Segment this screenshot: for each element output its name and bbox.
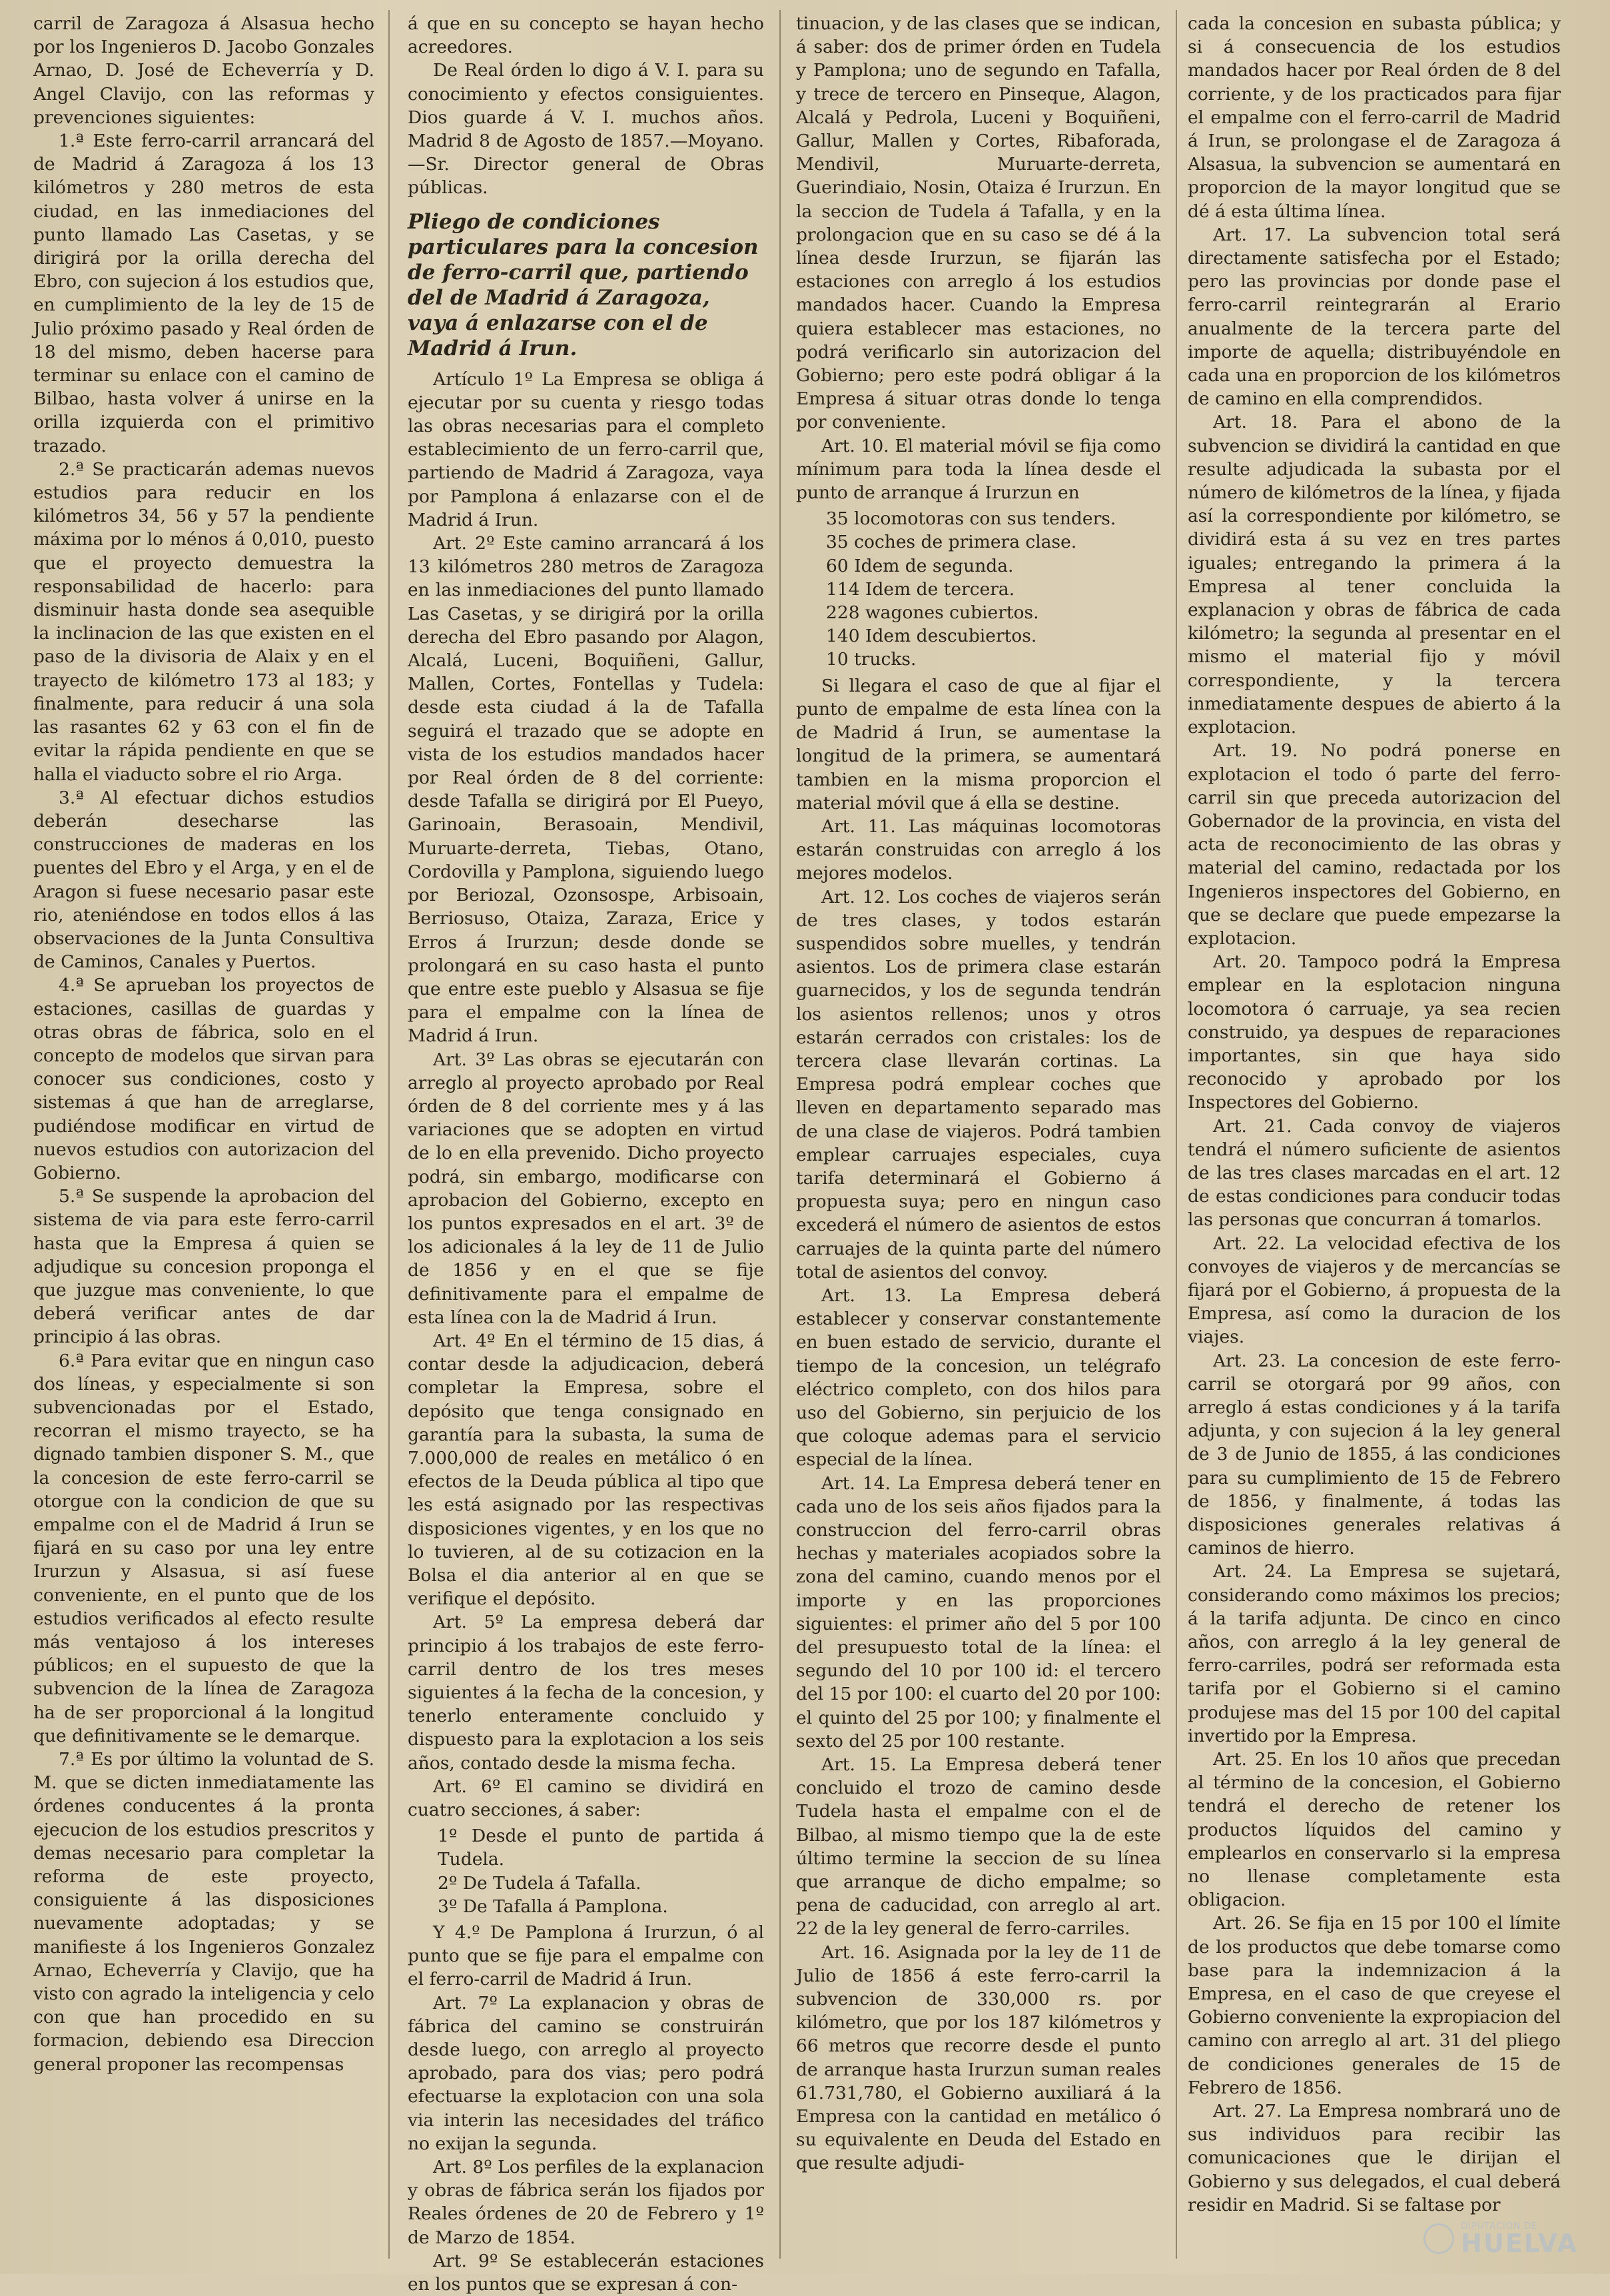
- watermark-small: DIPUTACIÓN DE: [1461, 2221, 1538, 2231]
- article: Art. 25. En los 10 años que precedan al término de la concesion, el Gobierno tendrá el derecho de retener los productos líquidos del camino y emplearlos en conservarlo si la empresa no llenase completamente esta obligacion.: [1188, 1749, 1561, 1911]
- list-item: 114 Idem de tercera.: [826, 578, 1015, 600]
- article: Art. 3º Las obras se ejecutarán con arreglo al proyecto aprobado por Real órden de 8 del corriente mes y á las variaciones que se adopten en virtud de lo en ella prevenido. Dicho proyecto podrá, sin embargo, modificarse con aprobacion del Gobierno, excepto en los puntos expresados en el art. 3º de los adicionales á la ley de 11 de Julio de 1856 y en el que se fije definitivamente para el empalme de esta línea con la de Madrid á Irun.: [408, 1049, 764, 1328]
- paragraph: 4.ª Se aprueban los proyectos de estaciones, casillas de guardas y otras obras de fábrica, solo en el concepto de modelos que sirvan para conocer sus condiciones, costo y sistemas á que han de arreglarse, pudiéndose modificar en virtud de nuevos estudios con autorizacion del Gobierno.: [33, 975, 374, 1183]
- article: Art. 27. La Empresa nombrará uno de sus individuos para recibir las comunicaciones que le dirijan el Gobierno y sus delegados, el cual deberá residir en Madrid. Si se faltase por: [1188, 2101, 1561, 2215]
- article: Art. 26. Se fija en 15 por 100 el límite de los productos que debe tomarse como base para la indemnizacion á la Empresa, en el caso de que creyese el Gobierno conveniente la expropiacion del camino con arreglo al art. 31 del pliego de condiciones generales de 15 de Febrero de 1856.: [1188, 1913, 1561, 2098]
- column-divider: [388, 10, 390, 2259]
- list-item: 2º De Tudela á Tafalla.: [438, 1872, 641, 1894]
- column-divider: [779, 10, 781, 2259]
- article: Art. 4º En el término de 15 dias, á contar desde la adjudicacion, deberá completar la Empresa, sobre el depósito que tenga consignado en garantía para la subasta, la suma de 7.000,000 de reales en metálico ó en efectos de la Deuda pública al tipo que les está asignado por las respectivas disposiciones vigentes, y en los que no lo tuvieren, al de su cotizacion en la Bolsa el dia anterior al en que se verifique el depósito.: [408, 1330, 764, 1610]
- article: Art. 24. La Empresa se sujetará, considerando como máximos los precios; á la tarifa adjunta. De cinco en cinco años, con arreglo á la ley general de ferro-carriles, podrá ser reformada esta tarifa por el Gobierno si el camino produjese mas del 15 por 100 del capital invertido por la Empresa.: [1188, 1561, 1561, 1746]
- paragraph: á que en su concepto se hayan hecho acreedores.: [408, 13, 764, 58]
- article: Art. 17. La subvencion total será directamente satisfecha por el Estado; pero las provincias por donde pase el ferro-carril reintegrarán al Erario anualmente de la tercera parte del importe de aquella; distribuyéndole en cada una en proporcion de los kilómetros de camino en ella comprendidos.: [1188, 224, 1561, 410]
- article: Art. 16. Asignada por la ley de 11 de Julio de 1856 á este ferro-carril la subvencion de 330,000 rs. por kilómetro, que por los 187 kilómetros y 66 metros que recorre desde el punto de arranque hasta Irurzun suman reales 61.731,780, el Gobierno auxiliará á la Empresa con la cantidad en metálico ó su equivalente en Deuda del Estado en que resulte adjudi-: [796, 1942, 1161, 2174]
- article: Art. 13. La Empresa deberá establecer y conservar constantemente en buen estado de servicio, durante el tiempo de la concesion, un telégrafo eléctrico completo, con dos hilos para uso del Gobierno, sin perjuicio de los que coloque ademas para el servicio especial de la línea.: [796, 1285, 1161, 1470]
- list-item: 60 Idem de segunda.: [826, 555, 1014, 576]
- article: Art. 10. El material móvil se fija como mínimum para toda la línea desde el punto de arranque á Irurzun en: [796, 435, 1161, 504]
- list-item: 1º Desde el punto de partida á Tudela.: [438, 1826, 764, 1870]
- paragraph: 2.ª Se practicarán ademas nuevos estudios para reducir en los kilómetros 34, 56 y 57 la pendiente máxima por lo ménos á 0,010, puesto que el proyecto demuestra la responsabilidad de hacerlo: para disminuir hasta donde sea asequible la inclinacion de las que existen en el paso de la divisoria de Alaix y en el trayecto de kilómetro 173 al 183; y finalmente, para reducir á una sola las rasantes 62 y 63 con el fin de evitar la rápida pendiente en que se halla el viaducto sobre el rio Arga.: [33, 458, 374, 785]
- list-item: 3º De Tafalla á Pamplona.: [438, 1896, 668, 1917]
- article: Art. 20. Tampoco podrá la Empresa emplear en la esplotacion ninguna locomotora ó carruaje, ya sea recien construido, ya despues de reparaciones importantes, sin que haya sido reconocido y aprobado por los Inspectores del Gobierno.: [1188, 951, 1561, 1113]
- article: Art. 19. No podrá ponerse en explotacion el todo ó parte del ferro-carril sin que preceda autorizacion del Gobernador de la provincia, en vista del acta de reconocimiento de las obras y material del camino, redactada por los Ingenieros inspectores del Gobierno, en que se declare que puede empezarse la explotacion.: [1188, 740, 1561, 949]
- column-divider: [1176, 10, 1177, 2259]
- article: Art. 5º La empresa deberá dar principio á los trabajos de este ferro-carril dentro de los tres meses siguientes á la fecha de la concesion, y tenerlo enteramente concluido y dispuesto para la explotacion a los seis años, contado desde la misma fecha.: [408, 1612, 764, 1774]
- article: Art. 6º El camino se dividirá en cuatro secciones, á saber:: [408, 1776, 764, 1821]
- column-2: [408, 12, 764, 2295]
- paragraph: tinuacion, y de las clases que se indican, á saber: dos de primer órden en Tudela y Pamplona; uno de segundo en Tafalla, y trece de tercero en Pinseque, Alagon, Alcalá y Pedrola, Luceni y Boquiñeni, Gallur, Mallen y Cortes, Ribaforada, Mendivil, Muruarte-derreta, Guerindiaio, Nosin, Otaiza é Irurzun. En la seccion de Tudela á Tafalla, y en la prolongacion que en su caso se dé á la línea desde Irurzun, se fijarán las estaciones con arreglo á los estudios mandados hacer. Cuando la Empresa quiera establecer mas estaciones, no podrá verificarlo sin autorizacion del Gobierno; pero este podrá obligar á la Empresa á situar otras donde lo tenga por conveniente.: [796, 13, 1161, 433]
- list-item: Y 4.º De Pamplona á Irurzun, ó al punto que se fije para el empalme con el ferro-carril de Madrid á Irun.: [408, 1922, 764, 1990]
- article: Art. 22. La velocidad efectiva de los convoyes de viajeros y de mercancías se fijará por el Gobierno, á propuesta de la Empresa, así como la duracion de los viajes.: [1188, 1233, 1561, 1348]
- seal-icon: [1423, 2223, 1454, 2254]
- article: Art. 2º Este camino arrancará á los 13 kilómetros 280 metros de Zaragoza en las inmediaciones del punto llamado Las Casetas, y se dirigirá por la orilla derecha del Ebro pasando por Alagon, Alcalá, Luceni, Boquiñeni, Gallur, Mallen, Cortes, Fontellas y Tudela: desde esta ciudad á la de Tafalla seguirá el trazado que se adopte en vista de los estudios mandados hacer por Real órden de 8 del corriente: desde Tafalla se dirigirá por El Pueyo, Garinoain, Berasoain, Mendivil, Muruarte-derreta, Tiebas, Otano, Cordovilla y Pamplona, siguiendo luego por Beriozal, Ozonsospe, Arbisoain, Berriosuso, Otaiza, Zaraza, Erice y Erros á Irurzun; desde donde se prolongará en su caso hasta el punto que entre este pueblo y Alsasua se fije para el empalme con la línea de Madrid á Irun.: [408, 533, 764, 1047]
- paragraph: 3.ª Al efectuar dichos estudios deberán desecharse las construcciones de maderas en los puentes del Ebro y el Arga, y en el de Aragon si fuese necesario pasar este rio, ateniéndose en todos ellos á las observaciones de la Junta Consultiva de Caminos, Canales y Puertos.: [33, 787, 374, 973]
- list-item: 35 locomotoras con sus tenders.: [826, 508, 1116, 530]
- article: Art. 7º La explanacion y obras de fábrica del camino se construirán desde luego, con arreglo al proyecto aprobado, para dos vias; pero podrá efectuarse la explotacion con una sola via interin las necesidades del tráfico no exijan la segunda.: [408, 1992, 764, 2154]
- column-4: [1188, 12, 1561, 2257]
- paragraph: carril de Zaragoza á Alsasua hecho por los Ingenieros D. Jacobo Gonzales Arnao, D. José de Echeverría y D. Angel Clavijo, con las reformas y prevenciones siguientes:: [33, 13, 374, 128]
- list-item: 10 trucks.: [826, 649, 917, 670]
- sections-list: [408, 1824, 764, 1918]
- article: Art. 8º Los perfiles de la explanacion y obras de fábrica serán los fijados por Reales órdenes de 20 de Febrero y 1º de Marzo de 1854.: [408, 2157, 764, 2248]
- article: Artículo 1º La Empresa se obliga á ejecutar por su cuenta y riesgo todas las obras necesarias para el completo establecimiento de un ferro-carril que, partiendo de Madrid á Zaragoza, vaya por Pamplona á enlazarse con el de Madrid á Irun.: [408, 368, 764, 530]
- paragraph: 6.ª Para evitar que en ningun caso dos líneas, y especialmente si son subvencionadas por el Estado, recorran el mismo trayecto, se ha dignado tambien disponer S. M., que la concesion de este ferro-carril se otorgue con la condicion de que su empalme con el de Madrid á Irun se fijará en su caso por una ley entre Irurzun y Alsasua, si así fuese conveniente, en el punto que de los estudios verificados al efecto resulte más ventajoso á los intereses públicos; en el supuesto de que la subvencion de la línea de Zaragoza ha de ser proporcional á la longitud que definitivamente se le demarque.: [33, 1350, 374, 1746]
- article: Art. 12. Los coches de viajeros serán de tres clases, y todos estarán suspendidos sobre muelles, y tendrán asientos. Los de primera clase estarán guarnecidos, y los de segunda tendrán los asientos rellenos; unos y otros estarán cerrados con cristales: los de tercera clase llevarán cortinas. La Empresa podrá emplear coches que lleven en departamento separado mas de una clase de viajeros. Podrá tambien emplear carruajes especiales, cuya tarifa determinará el Gobierno á propuesta suya; pero en ningun caso excederá el número de asientos de estos carruajes de la quinta parte del número total de asientos del convoy.: [796, 886, 1161, 1283]
- article: Art. 9º Se establecerán estaciones en los puntos que se expresan á con-: [408, 2250, 764, 2295]
- paragraph: Si llegara el caso de que al fijar el punto de empalme de esta línea con la de Madrid á Irun, se aumentase la longitud de la primera, se aumentará tambien en la misma proporcion el material móvil que á ella se destine.: [796, 675, 1161, 814]
- list-item: 140 Idem descubiertos.: [826, 626, 1037, 647]
- article: Art. 15. La Empresa deberá tener concluido el trozo de camino desde Tudela hasta el empalme con el de Bilbao, al mismo tiempo que la de este último termine la seccion de su línea que arranque de dicho empalme; so pena de caducidad, con arreglo al art. 22 de la ley general de ferro-carriles.: [796, 1754, 1161, 1940]
- article: Art. 11. Las máquinas locomotoras estarán construidas con arreglo á los mejores modelos.: [796, 816, 1161, 884]
- paragraph: cada la concesion en subasta pública; y si á consecuencia de los estudios mandados hacer por Real órden de 8 del corriente, y de los practicados para fijar el empalme con el ferro-carril de Madrid á Irun, se prolongase el de Zaragoza á Alsasua, la subvencion se aumentará en proporcion de la mayor longitud que se dé á esta última línea.: [1188, 13, 1561, 222]
- article: Art. 18. Para el abono de la subvencion se dividirá la cantidad en que resulte adjudicada la subasta por el número de kilómetros de la línea, y fijada así la correspondiente por kilómetro, se dividirá esta á su vez en tres partes iguales; entregando la primera á la Empresa al tener concluida la explanacion y obras de fábrica de cada kilómetro; la segunda al presentar en el mismo el material fijo y móvil correspondiente, y la tercera inmediatamente despues de abierto á la explotacion.: [1188, 412, 1561, 738]
- rolling-stock-list: [796, 507, 1161, 671]
- list-item: 35 coches de primera clase.: [826, 532, 1077, 553]
- column-1: [33, 12, 374, 2257]
- paragraph: De Real órden lo digo á V. I. para su conocimiento y efectos consiguientes. Dios guarde á V. I. muchos años. Madrid 8 de Agosto de 1857.—Moyano.—Sr. Director general de Obras públicas.: [408, 60, 764, 199]
- article: Art. 14. La Empresa deberá tener en cada uno de los seis años fijados para la construccion del ferro-carril obras hechas y materiales acopiados sobre la zona del camino, cuando menos por el importe y en las proporciones siguientes: el primer año del 5 por 100 del presupuesto total de la línea: el segundo del 10 por 100 id: el tercero del 15 por 100: el cuarto del 20 por 100: el quinto del 25 por 100; y finalmente el sexto del 25 por 100 restante.: [796, 1472, 1161, 1752]
- article: Art. 23. La concesion de este ferro-carril se otorgará por 99 años, con arreglo á estas condiciones y á la tarifa adjunta, y con sujecion á la ley general de 3 de Junio de 1855, á las condiciones para su cumplimiento de 15 de Febrero de 1856, y finalmente, á todas las disposiciones generales relativas á caminos de hierro.: [1188, 1350, 1561, 1559]
- column-3: [796, 12, 1161, 2257]
- list-item: 228 wagones cubiertos.: [826, 602, 1039, 624]
- watermark-big: HUELVA: [1461, 2228, 1578, 2258]
- archive-watermark: [1388, 2215, 1578, 2262]
- paragraph: 1.ª Este ferro-carril arrancará del de Madrid á Zaragoza á los 13 kilómetros y 280 metros de esta ciudad, en las inmediaciones del punto llamado Las Casetas, y se dirigirá por la orilla derecha del Ebro, con sujecion á los estudios que, en cumplimiento de la ley de 15 de Julio próximo pasado y Real órden de 18 del mismo, deben hacerse para terminar su enlace con el camino de Bilbao, hasta volver á unirse en la orilla izquierda con el primitivo trazado.: [33, 131, 374, 456]
- section-title: Pliego de condiciones particulares para la concesion de ferro-carril que, partiendo del de Madrid á Zaragoza, vaya á enlazarse con el de Madrid á Irun.: [408, 209, 759, 360]
- watermark-text: [1461, 2222, 1578, 2256]
- paragraph: 7.ª Es por último la voluntad de S. M. que se dicten inmediatamente las órdenes conducentes á la pronta ejecucion de los estudios prescritos y demas necesario para completar la reforma de este proyecto, consiguiente á las disposiciones nuevamente adoptadas; y se manifieste á los Ingenieros Gonzalez Arnao, Echeverría y Clavijo, que ha visto con agrado la inteligencia y celo con que han procedido en su formacion, debiendo esa Direccion general proponer las recompensas: [33, 1749, 374, 2075]
- article: Art. 21. Cada convoy de viajeros tendrá el número suficiente de asientos de las tres clases marcadas en el art. 12 de estas condiciones para conducir todas las personas que concurran á tomarlos.: [1188, 1115, 1561, 1231]
- paragraph: 5.ª Se suspende la aprobacion del sistema de via para este ferro-carril hasta que la Empresa á quien se adjudique su concesion proponga el que juzgue mas conveniente, lo que deberá verificar antes de dar principio á las obras.: [33, 1186, 374, 1348]
